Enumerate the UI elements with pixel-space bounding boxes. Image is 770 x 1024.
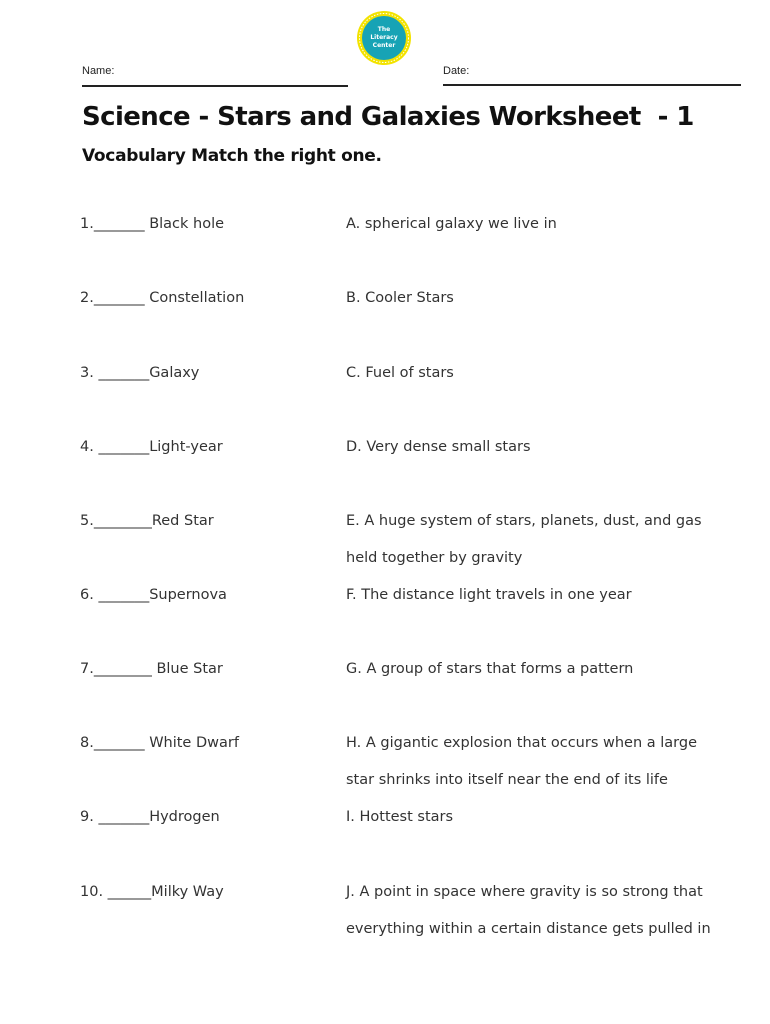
term-9: 9. _______Hydrogen: [80, 809, 220, 825]
worksheet-subtitle: Vocabulary Match the right one.: [82, 146, 382, 166]
definition-e-continued: held together by gravity: [346, 550, 523, 566]
definition-j-continued: everything within a certain distance gets pulled in: [346, 921, 711, 937]
term-6: 6. _______Supernova: [80, 587, 227, 603]
worksheet-title: Science - Stars and Galaxies Worksheet - 1: [82, 102, 694, 132]
logo-text-line3: Center: [372, 42, 396, 49]
definition-b: B. Cooler Stars: [346, 290, 454, 306]
definition-a: A. spherical galaxy we live in: [346, 216, 557, 232]
literacy-center-logo: [356, 10, 412, 66]
definition-g: G. A group of stars that forms a pattern: [346, 661, 634, 677]
term-4: 4. _______Light-year: [80, 439, 223, 455]
definition-f: F. The distance light travels in one year: [346, 587, 632, 603]
term-3: 3. _______Galaxy: [80, 365, 200, 381]
definition-e: E. A huge system of stars, planets, dust, and gas: [346, 513, 702, 529]
definition-j: J. A point in space where gravity is so strong that: [346, 884, 703, 900]
term-5: 5.________Red Star: [80, 513, 214, 529]
logo-text-line1: The: [377, 26, 391, 33]
term-8: 8._______ White Dwarf: [80, 735, 239, 751]
definition-i: I. Hottest stars: [346, 809, 454, 825]
term-7: 7.________ Blue Star: [80, 661, 223, 677]
date-line[interactable]: [443, 84, 741, 86]
term-2: 2._______ Constellation: [80, 290, 245, 306]
definition-h: H. A gigantic explosion that occurs when a large: [346, 735, 698, 751]
definition-c: C. Fuel of stars: [346, 365, 454, 381]
term-1: 1._______ Black hole: [80, 216, 225, 232]
name-line[interactable]: [82, 85, 348, 87]
definition-d: D. Very dense small stars: [346, 439, 531, 455]
term-10: 10. ______Milky Way: [80, 884, 224, 900]
name-label: Name:: [82, 65, 115, 77]
logo-text-line2: Literacy: [370, 34, 398, 41]
date-label: Date:: [443, 65, 470, 77]
definition-h-continued: star shrinks into itself near the end of its life: [346, 772, 668, 788]
